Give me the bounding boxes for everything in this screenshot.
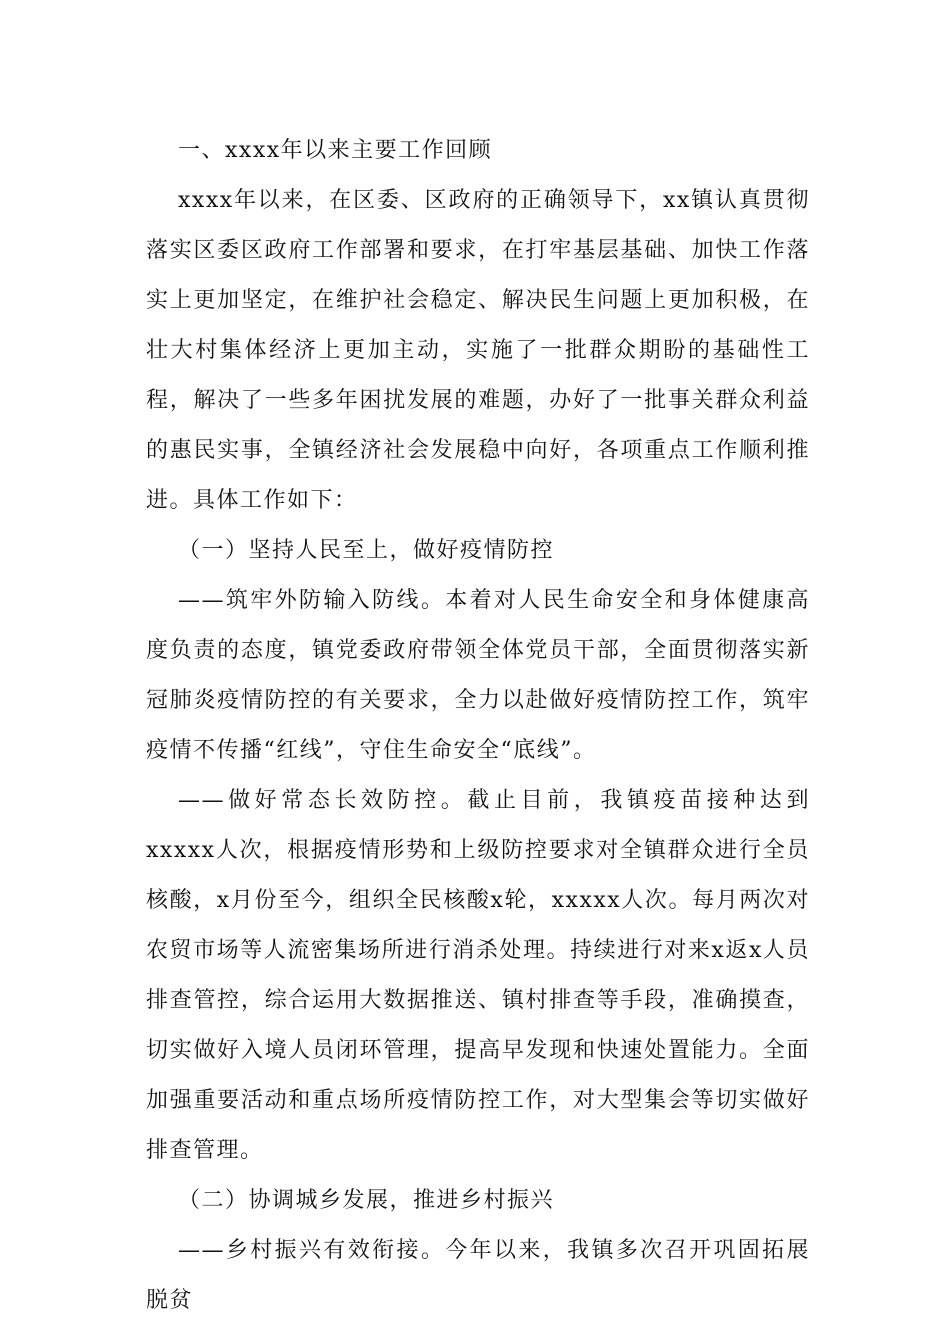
intro-paragraph: xxxx年以来，在区委、区政府的正确领导下，xx镇认真贯彻落实区委区政府工作部署和要求，在打牢基层基础、加快工作落实上更加坚定，在维护社会稳定、解决民生问题上更加积极，在壮大村集体经济上更加主动，实施了一批群众期盼的基础性工程，解决了一些多年困扰发展的难题，办好了一批事关群众利益的惠民实事，全镇经济社会发展稳中向好，各项重点工作顺利推进。具体工作如下： xyxy=(146,188,810,513)
section-title: 一、xxxx年以来主要工作回顾 xyxy=(178,138,493,163)
subsection-title-1: （一）坚持人民至上，做好疫情防控 xyxy=(178,538,555,563)
document-body xyxy=(146,126,810,1326)
subsection-title-2: （二）协调城乡发展，推进乡村振兴 xyxy=(178,1188,555,1213)
paragraph-routine-prevention: ——做好常态长效防控。截止目前，我镇疫苗接种达到xxxxx人次，根据疫情形势和上级防控要求对全镇群众进行全员核酸，x月份至今，组织全民核酸x轮，xxxxx人次。每月两次对农贸市场等人流密集场所进行消杀处理。持续进行对来x返x人员排查管控，综合运用大数据推送、镇村排查等手段，准确摸查，切实做好入境人员闭环管理，提高早发现和快速处置能力。全面加强重要活动和重点场所疫情防控工作，对大型集会等切实做好排查管理。 xyxy=(146,788,810,1163)
paragraph-rural-revitalization: ——乡村振兴有效衔接。今年以来，我镇多次召开巩固拓展脱贫 xyxy=(146,1238,810,1313)
paragraph-epidemic-defense: ——筑牢外防输入防线。本着对人民生命安全和身体健康高度负责的态度，镇党委政府带领全体党员干部，全面贯彻落实新冠肺炎疫情防控的有关要求，全力以赴做好疫情防控工作，筑牢疫情不传播“红线”，守住生命安全“底线”。 xyxy=(146,588,810,763)
